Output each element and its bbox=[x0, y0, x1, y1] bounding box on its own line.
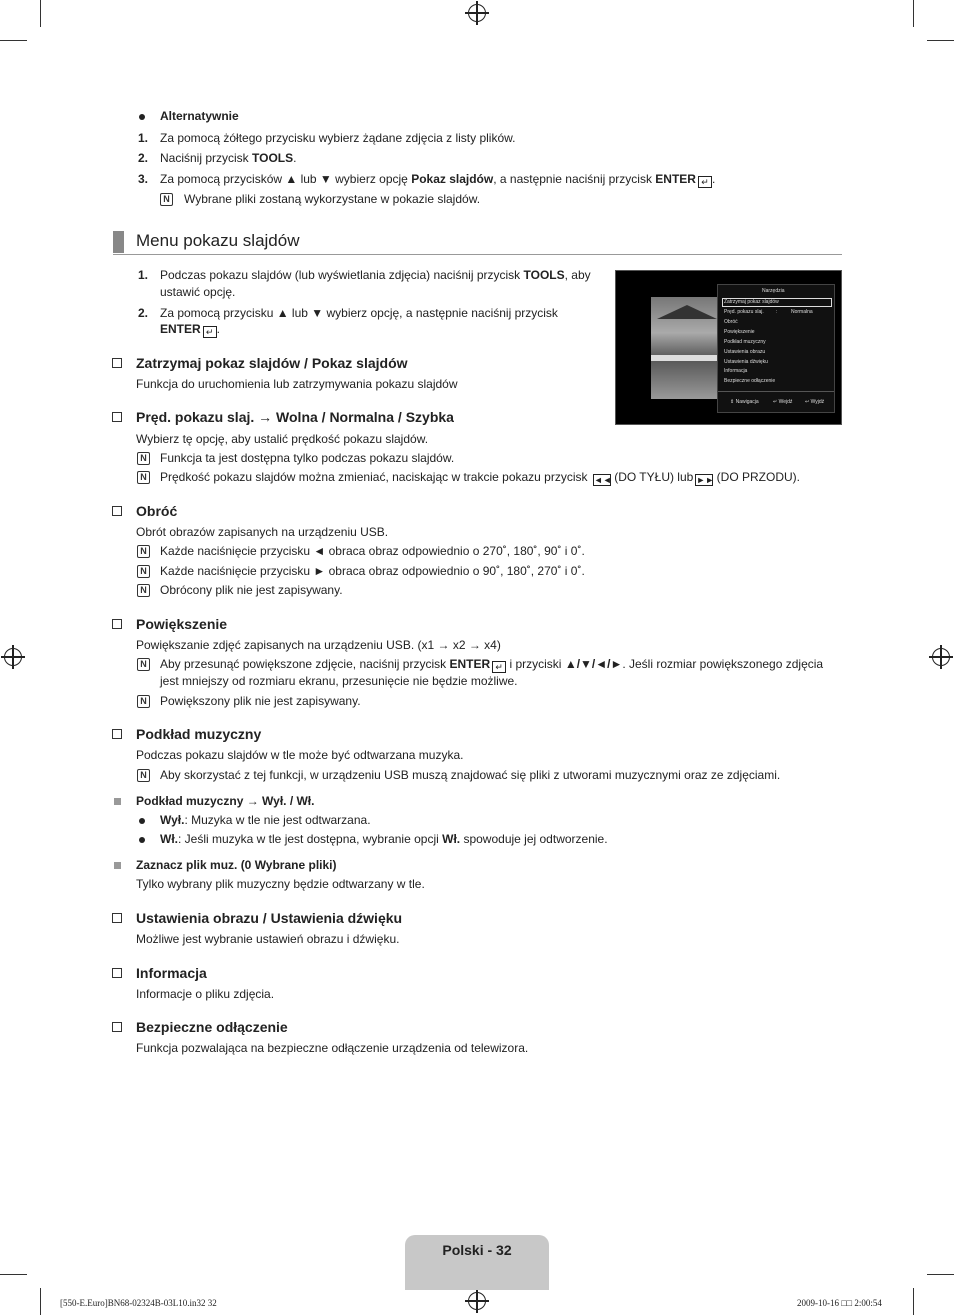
item-title: Powiększenie bbox=[136, 616, 228, 632]
enter-hint: ↵ Wejdź bbox=[773, 399, 793, 405]
item-desc: Funkcja pozwalająca na bezpieczne odłączenie urządzenia od telewizora. bbox=[136, 1041, 529, 1055]
photo-thumbnail bbox=[651, 297, 726, 399]
item-desc: Tylko wybrany plik muzyczny będzie odtwarzany w tle. bbox=[136, 877, 425, 891]
step-number: 1. bbox=[138, 268, 149, 282]
crop-mark bbox=[40, 1288, 41, 1315]
checkbox-icon bbox=[112, 913, 122, 923]
note-text: jest mniejszy od rozmiaru ekranu, przesunięcie nie będzie możliwe. bbox=[160, 674, 518, 688]
menu-item-separator: : bbox=[776, 309, 778, 315]
crop-mark bbox=[913, 0, 914, 27]
note-icon: N bbox=[137, 565, 150, 578]
hut-roof-icon bbox=[657, 305, 717, 319]
footer-file: [550-E.Euro]BN68-02324B-03L10.in32 32 bbox=[60, 1298, 217, 1308]
note-text: Każde naciśnięcie przycisku ► obraca obraz odpowiednio o 90˚, 180˚, 270˚ i 0˚. bbox=[160, 564, 585, 578]
menu-item[interactable]: Podkład muzyczny bbox=[724, 339, 766, 345]
alt-label: Alternatywnie bbox=[160, 109, 239, 123]
step-number: 2. bbox=[138, 151, 149, 165]
item-desc: Podczas pokazu slajdów w tle może być odtwarzana muzyka. bbox=[136, 748, 464, 762]
menu-item[interactable]: Informacja bbox=[724, 368, 748, 374]
checkbox-icon bbox=[112, 968, 122, 978]
bullet-icon bbox=[139, 837, 145, 843]
menu-item[interactable]: Ustawienia obrazu bbox=[724, 349, 766, 355]
nav-icon: ⇕ bbox=[730, 399, 735, 405]
bullet-text: Wł.: Jeśli muzyka w tle jest dostępna, wybranie opcji Wł. spowoduje jej odtworzenie. bbox=[160, 832, 608, 846]
menu-item[interactable]: Ustawienia dźwięku bbox=[724, 359, 768, 365]
exit-hint: ↩ Wyjdź bbox=[805, 399, 825, 405]
forward-icon: ►► bbox=[696, 475, 715, 485]
item-title: Pręd. pokazu slaj. → Wolna / Normalna / Szybka bbox=[136, 409, 454, 425]
sea-line bbox=[651, 355, 726, 361]
menu-item[interactable]: Powiększenie bbox=[724, 329, 755, 335]
registration-mark-icon bbox=[932, 648, 950, 666]
item-title: Bezpieczne odłączenie bbox=[136, 1019, 288, 1035]
item-desc: Obrót obrazów zapisanych na urządzeniu USB. bbox=[136, 525, 389, 539]
crop-mark bbox=[927, 40, 954, 41]
bullet-text: Wył.: Muzyka w tle nie jest odtwarzana. bbox=[160, 813, 371, 827]
item-desc: Funkcja do uruchomienia lub zatrzymywania pokazu slajdów bbox=[136, 377, 458, 391]
note-icon: N bbox=[137, 769, 150, 782]
checkbox-icon bbox=[112, 1022, 122, 1032]
menu-divider bbox=[718, 391, 834, 392]
checkbox-icon bbox=[112, 506, 122, 516]
nav-hint: ⇕ Nawigacja bbox=[730, 399, 759, 405]
item-title: Zatrzymaj pokaz slajdów / Pokaz slajdów bbox=[136, 355, 408, 371]
item-desc: Możliwe jest wybranie ustawień obrazu i dźwięku. bbox=[136, 932, 400, 946]
note-icon: N bbox=[137, 452, 150, 465]
enter-icon: ↵ bbox=[492, 661, 506, 673]
menu-item-value: Normalna bbox=[791, 309, 813, 315]
enter-icon: ↵ bbox=[203, 326, 217, 338]
note-icon: N bbox=[137, 471, 150, 484]
menu-item[interactable]: Obróć bbox=[724, 319, 738, 325]
checkbox-icon bbox=[112, 358, 122, 368]
footer-date: 2009-10-16 □□ 2:00:54 bbox=[797, 1298, 882, 1308]
tools-menu-panel bbox=[717, 284, 835, 413]
note-icon: N bbox=[137, 695, 150, 708]
item-title: Informacja bbox=[136, 965, 207, 981]
rewind-icon: ◄◄ bbox=[593, 475, 612, 485]
section-marker bbox=[113, 231, 124, 253]
step-text: Podczas pokazu slajdów (lub wyświetlania zdjęcia) naciśnij przycisk TOOLS, aby bbox=[160, 268, 591, 282]
item-desc: Informacje o pliku zdjęcia. bbox=[136, 987, 275, 1001]
step-text: ustawić opcję. bbox=[160, 285, 236, 299]
registration-mark-icon bbox=[468, 1292, 486, 1310]
crop-mark bbox=[927, 1274, 954, 1275]
bullet-icon bbox=[139, 114, 145, 120]
note-text: Aby przesunąć powiększone zdjęcie, naciśnij przycisk ENTER ↵ i przyciski ▲/▼/◄/►. Jeśli rozmiar powiększonego zdjęcia bbox=[160, 657, 824, 672]
checkbox-icon bbox=[112, 619, 122, 629]
item-desc: Wybierz tę opcję, aby ustalić prędkość pokazu slajdów. bbox=[136, 432, 429, 446]
sub-title: Podkład muzyczny → Wył. / Wł. bbox=[136, 794, 315, 808]
registration-mark-icon bbox=[468, 4, 486, 22]
note-icon: N bbox=[137, 584, 150, 597]
note-icon: N bbox=[160, 193, 173, 206]
checkbox-icon bbox=[112, 729, 122, 739]
note-text: Obrócony plik nie jest zapisywany. bbox=[160, 583, 343, 597]
note-text: Każde naciśnięcie przycisku ◄ obraca obraz odpowiednio o 270˚, 180˚, 90˚ i 0˚. bbox=[160, 544, 585, 558]
note-icon: N bbox=[137, 545, 150, 558]
step-number: 1. bbox=[138, 131, 149, 145]
note-text: Powiększony plik nie jest zapisywany. bbox=[160, 694, 361, 708]
step-number: 3. bbox=[138, 172, 149, 186]
note-text: Funkcja ta jest dostępna tylko podczas pokazu slajdów. bbox=[160, 451, 455, 465]
note-text: Aby skorzystać z tej funkcji, w urządzeniu USB muszą znajdować się pliki z utworami muzycznymi oraz ze zdjęciami. bbox=[160, 768, 781, 782]
section-title: Menu pokazu slajdów bbox=[136, 231, 300, 250]
menu-item[interactable]: Bezpieczne odłączenie bbox=[724, 378, 776, 384]
menu-item[interactable]: Pręd. pokazu slaj. bbox=[724, 309, 764, 315]
step-text: Za pomocą żółtego przycisku wybierz żądane zdjęcia z listy plików. bbox=[160, 131, 516, 145]
crop-mark bbox=[0, 1274, 27, 1275]
crop-mark bbox=[913, 1288, 914, 1315]
item-title: Ustawienia obrazu / Ustawienia dźwięku bbox=[136, 910, 403, 926]
step-text: Za pomocą przycisku ▲ lub ▼ wybierz opcję, a następnie naciśnij przycisk bbox=[160, 306, 558, 320]
square-bullet-icon bbox=[114, 862, 121, 869]
crop-mark bbox=[40, 0, 41, 27]
crop-mark bbox=[0, 40, 27, 41]
enter-icon: ↵ bbox=[698, 176, 712, 188]
menu-item[interactable]: Zatrzymaj pokaz slajdów bbox=[724, 299, 779, 305]
step-text: Za pomocą przycisków ▲ lub ▼ wybierz opcję Pokaz slajdów, a następnie naciśnij przycisk ENTER ↵ . bbox=[160, 172, 716, 187]
note-text: Prędkość pokazu slajdów można zmieniać, naciskając w trakcie pokazu przycisk ◄◄ (DO TYŁU) lub ►► (DO PRZODU). bbox=[160, 470, 800, 485]
sub-title: Zaznacz plik muz. (0 Wybrane pliki) bbox=[136, 858, 337, 872]
enter-icon: ↵ bbox=[773, 399, 778, 405]
square-bullet-icon bbox=[114, 798, 121, 805]
note-text: Wybrane pliki zostaną wykorzystane w pokazie slajdów. bbox=[184, 192, 481, 206]
bullet-icon bbox=[139, 818, 145, 824]
checkbox-icon bbox=[112, 412, 122, 422]
item-title: Podkład muzyczny bbox=[136, 726, 262, 742]
registration-mark-icon bbox=[4, 648, 22, 666]
step-text: ENTER ↵ . bbox=[160, 322, 221, 337]
section-divider bbox=[113, 254, 842, 255]
page-number: Polski - 32 bbox=[442, 1242, 512, 1258]
item-desc: Powiększanie zdjęć zapisanych na urządzeniu USB. (x1 → x2 → x4) bbox=[136, 638, 501, 652]
exit-icon: ↩ bbox=[805, 399, 810, 405]
note-icon: N bbox=[137, 658, 150, 671]
step-number: 2. bbox=[138, 306, 149, 320]
step-text: Naciśnij przycisk TOOLS. bbox=[160, 151, 297, 165]
tools-menu-title: Narzędzia bbox=[762, 288, 785, 294]
item-title: Obróć bbox=[136, 503, 178, 519]
